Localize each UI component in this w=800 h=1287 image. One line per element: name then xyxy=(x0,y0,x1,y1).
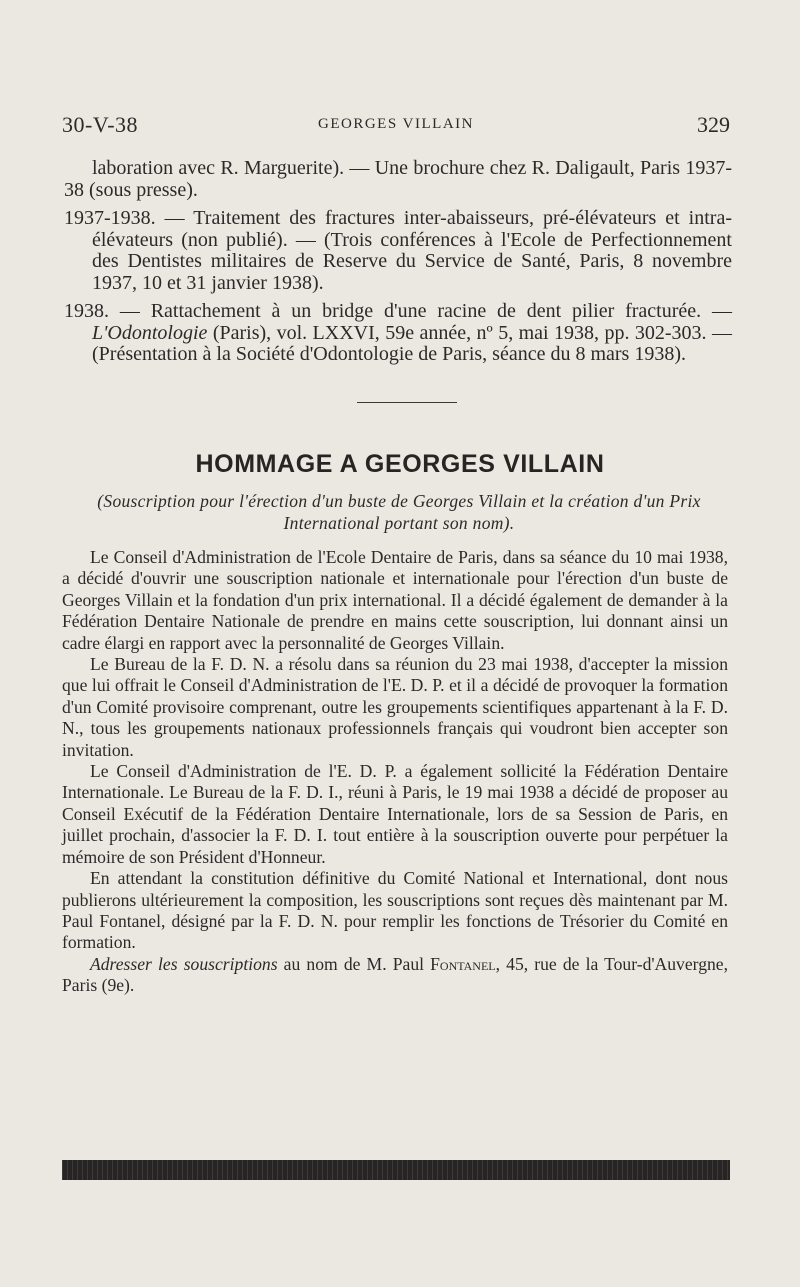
paragraph: En attendant la constitution définitive du Comité National et International, dont nous publierons ultérieurement la composition, les souscriptions sont reçues dès maintenant par M. Paul Fontanel, désigné par la F. D. N. pour remplir les fonctions de Trésorier du Comité en formation. xyxy=(62,868,728,953)
paragraph: Le Conseil d'Administration de l'E. D. P. a également sollicité la Fédération Dentaire Internationale. Le Bureau de la F. D. I., réuni à Paris, le 19 mai 1938 a décidé de proposer au Conseil Exécutif de la Fédération Dentaire Internationale, lors de sa Session de Paris, en juillet prochain, d'associer la F. D. I. tout entière à la souscription ouverte pour perpétuer la mémoire de son Président d'Honneur. xyxy=(62,761,728,867)
header-title: GEORGES VILLAIN xyxy=(318,116,474,132)
section-body xyxy=(62,547,728,997)
address-lead: Adresser les souscriptions xyxy=(90,953,278,974)
treasurer-name: Fontanel xyxy=(430,953,496,974)
bibliography-entry: 1937-1938. — Traitement des fractures inter-abaisseurs, pré-élévateurs et intra-élévateurs (non publié). — (Trois conférences à l'Ecole de Perfectionnement des Dentistes militaires de Reserve du Service de Santé, Paris, 8 novembre 1937, 10 et 31 janvier 1938). xyxy=(64,207,732,294)
bottom-printed-bar xyxy=(62,1160,730,1180)
address-middle: au nom de M. Paul xyxy=(277,953,431,974)
section-subtitle: (Souscription pour l'érection d'un buste de Georges Villain et la création d'un Prix International portant son nom). xyxy=(97,491,701,533)
paragraph: Le Conseil d'Administration de l'Ecole Dentaire de Paris, dans sa séance du 10 mai 1938, a décidé d'ouvrir une souscription nationale et internationale pour l'érection d'un buste de Georges Villain et la fondation d'un prix international. Il a décidé également de demander à la Fédération Dentaire Nationale de prendre en mains cette souscription, lui donnant ainsi un cadre élargi en rapport avec la personnalité de Georges Villain. xyxy=(62,547,728,653)
entry-rest: (Paris), vol. LXXVI, 59e année, nº 5, mai 1938, pp. 302-303. — (Présentation à la Société d'Odontologie de Paris, séance du 8 mars 1938). xyxy=(92,321,732,365)
entry-lead: 1938. — Rattachement à un bridge d'une racine de dent pilier fracturée. — xyxy=(64,300,732,322)
page-number: 329 xyxy=(697,112,730,137)
journal-title: L'Odontologie xyxy=(92,321,208,344)
header-date: 30-V-38 xyxy=(62,112,139,137)
bibliography-entry xyxy=(64,301,732,366)
section-divider xyxy=(357,402,457,403)
address-tail: , 45, rue de la Tour-d'Auvergne, Paris (9e). xyxy=(62,953,728,996)
running-head xyxy=(62,112,730,142)
paragraph: Le Bureau de la F. D. N. a résolu dans sa réunion du 23 mai 1938, d'accepter la mission que lui offrait le Conseil d'Administration de l'E. D. P. et il a décidé de provoquer la formation d'un Comité provisoire comprenant, outre les groupements scientifiques appartenant à la F. D. N., tous les groupements nationaux professionnels français qui voudront bien accepter son invitation. xyxy=(62,654,728,760)
bibliography-continuation xyxy=(64,158,732,373)
bibliography-entry: laboration avec R. Marguerite). — Une brochure chez R. Daligault, Paris 1937-38 (sous presse). xyxy=(64,157,732,201)
address-paragraph xyxy=(62,954,728,997)
section-heading: HOMMAGE A GEORGES VILLAIN xyxy=(195,450,605,478)
